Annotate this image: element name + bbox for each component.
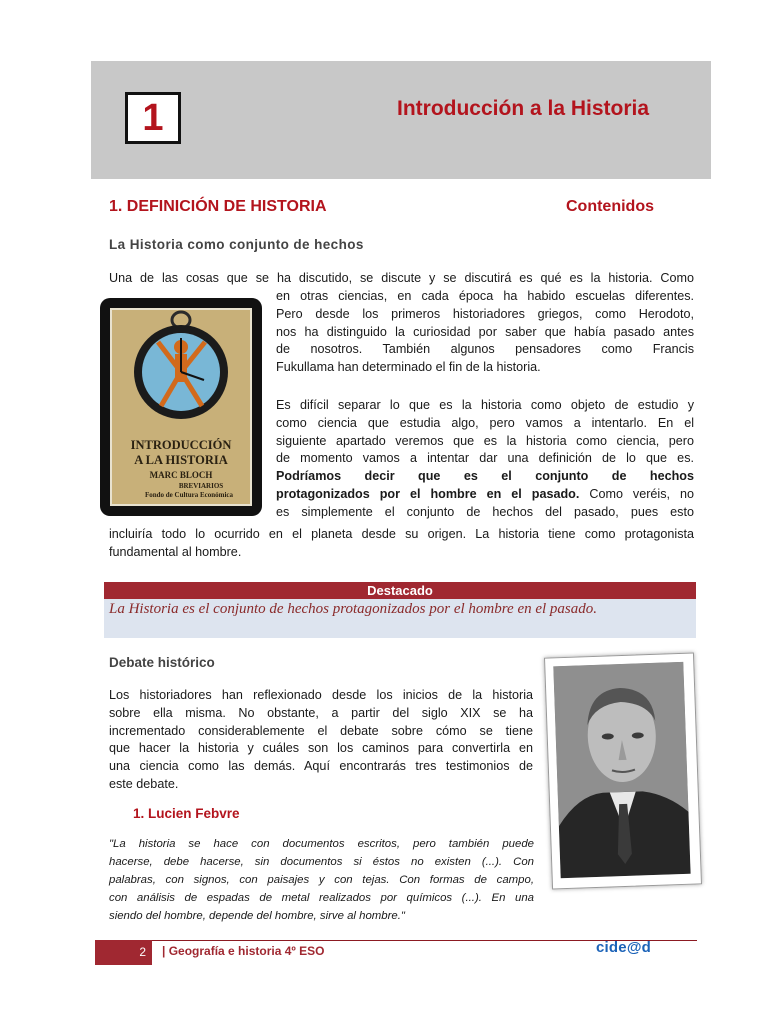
book-series: BREVIARIOS: [178, 482, 224, 490]
portrait-image: [553, 662, 690, 878]
text-line: este debate.: [109, 776, 179, 791]
text-line: Pero desde los primeros historiadores griegos, como Herodoto,: [276, 306, 694, 321]
text-line: nos ha distinguido la curiosidad por saber que había pasado antes: [276, 324, 694, 339]
quote-line: con análisis de espadas de metal realizados por químicos (...). En una: [109, 892, 534, 904]
highlight-label: Destacado: [104, 582, 696, 599]
text-line: una ciencia como las demás. Aquí encontrarás tres testimonios de: [109, 759, 533, 774]
text-line: como ciencia que estudia algo, pero vamos a intentarlo. En el: [276, 415, 694, 430]
text-line: incrementado considerablemente el debate sobre cómo se tiene: [109, 723, 533, 738]
text-line: Fukullama han determinado el fin de la historia.: [276, 360, 541, 375]
book-title-line1: INTRODUCCIÓN: [130, 438, 232, 452]
book-cover-image: [100, 298, 262, 516]
text-line: Los historiadores han reflexionado desde los inicios de la historia: [109, 688, 533, 702]
book-publisher: Fondo de Cultura Económica: [144, 491, 234, 499]
subsection-title: La Historia como conjunto de hechos: [109, 237, 364, 252]
cidead-logo: cide@d: [596, 939, 652, 956]
portrait-photo: [544, 652, 702, 889]
text-line: siguiente apartado veremos que es la historia como ciencia, pero: [276, 433, 694, 448]
text-line: Una de las cosas que se ha discutido, se discute y se discutirá es qué es la historia. Como: [109, 271, 694, 285]
intro-paragraph: [109, 270, 694, 288]
text-line: sobre ella misma. No obstante, a partir del siglo XIX se ha: [109, 705, 533, 720]
text-line: es simplemente el conjunto de hechos del pasado, pues esto: [276, 504, 694, 519]
text-line: Podríamos decir que es el conjunto de hechos: [276, 469, 694, 484]
footer-course: | Geografía e historia 4º ESO: [162, 944, 325, 958]
book-title-line2: A LA HISTORIA: [134, 453, 228, 467]
second-paragraph: [276, 397, 694, 522]
febvre-quote: [109, 835, 534, 925]
quote-line: palabras, con signos, con paisajes y con tejas. Con formas de campo,: [109, 874, 534, 886]
book-cover: [110, 308, 252, 506]
chapter-number: 1: [125, 92, 181, 144]
text-line: de nosotros. También algunos pensadores como Francis: [276, 342, 694, 357]
book-author: MARC BLOCH: [149, 470, 213, 480]
portrait-illustration: [553, 662, 690, 878]
text-line-mixed: [276, 486, 694, 504]
contents-link[interactable]: Contenidos: [566, 198, 654, 215]
text-line: de momento vamos a intentar dar una definición de lo que es.: [276, 451, 694, 466]
quote-line: hacerse, debe hacerse, sin documentos si éstos no existen (...). Con: [109, 856, 534, 868]
quote-line: "La historia se hace con documentos escritos, pero también puede: [109, 838, 534, 850]
chapter-title: Introducción a la Historia: [397, 97, 650, 120]
quote-line: siendo del hombre, depende del hombre, sirve al hombre.": [109, 910, 405, 922]
page-number: 2: [95, 940, 152, 965]
text-line: Es difícil separar lo que es la historia como objeto de estudio y: [276, 398, 694, 412]
intro-paragraph-wrapped: [276, 288, 694, 377]
highlight-text: La Historia es el conjunto de hechos protagonizados por el hombre en el pasado.: [104, 599, 696, 638]
text-line: fundamental al hombre.: [109, 544, 242, 559]
febvre-heading: 1. Lucien Febvre: [133, 806, 240, 821]
chapter-header: [91, 61, 711, 179]
debate-title: Debate histórico: [109, 655, 215, 670]
text-fragment: Como veréis, no: [579, 486, 694, 501]
section-title: 1. DEFINICIÓN DE HISTORIA: [109, 198, 327, 215]
text-line: que hacer la historia y cuáles son los caminos para convertirla en: [109, 741, 533, 756]
text-line: en otras ciencias, en cada época ha habido escuelas diferentes.: [276, 289, 694, 303]
definition-bold: protagonizados por el hombre en el pasado.: [276, 486, 580, 501]
text-line: incluiría todo lo ocurrido en el planeta desde su origen. La historia tiene como protagonista: [109, 527, 694, 541]
debate-paragraph: [109, 687, 533, 794]
second-paragraph-full: [109, 526, 694, 562]
